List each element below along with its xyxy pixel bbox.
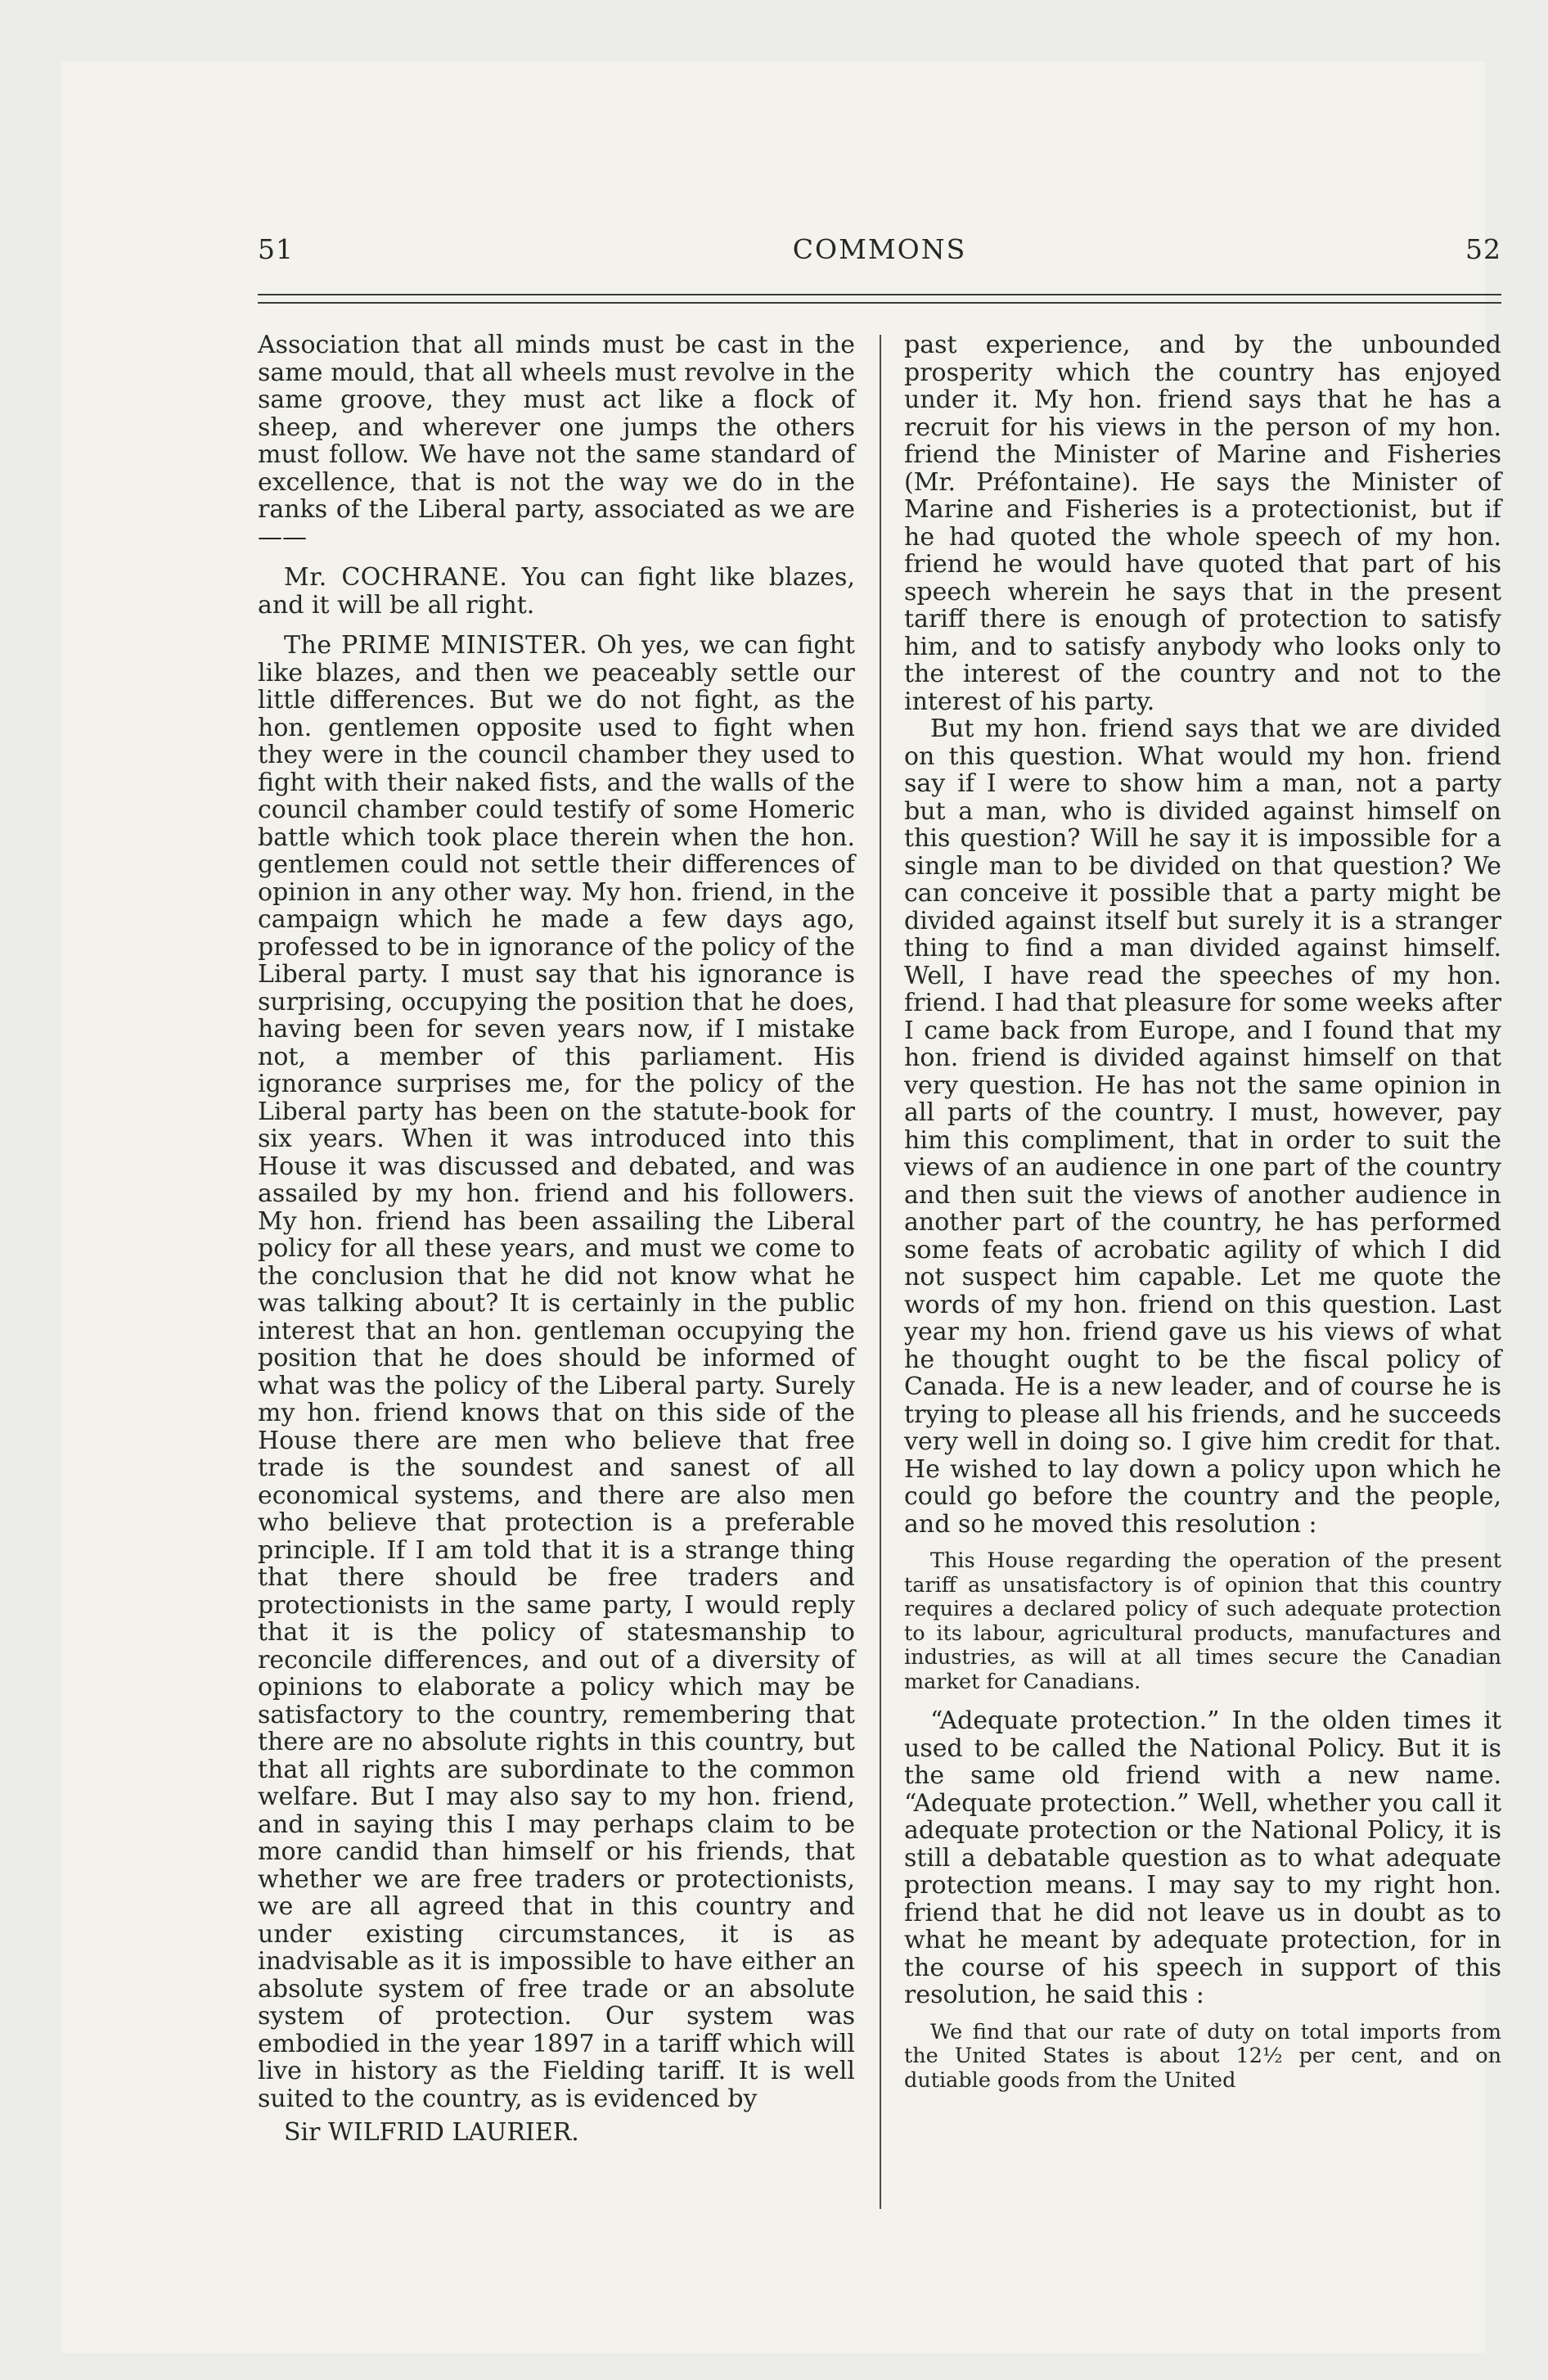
right-page-number: 52 [1465,233,1501,265]
left-page-number: 51 [258,233,294,265]
paragraph [258,632,855,2112]
paragraph: But my hon. friend says that we are divided on this question. What would my hon. friend say if I were to show him a man, not a party but a man, who is divided against himself on this question? Will he say it is impossible for a single man to be divided on that question? We can conceive it possible that a party might be divided against itself but surely it is a stranger thing to find a man divided against himself. Well, I have read the speeches of my hon. friend. I had that pleasure for some weeks after I came back from Europe, and I found that my hon. friend is divided against himself on that very question. He has not the same opinion in all parts of the country. I must, however, pay him this compliment, that in order to suit the views of an audience in one part of the country and then suit the views of another audience in another part of the country, he has performed some feats of acrobatic agility of which I did not suspect him capable. Let me quote the words of my hon. friend on this question. Last year my hon. friend gave us his views of what he thought ought to be the fiscal policy of Canada. He is a new leader, and of course he is trying to please all his friends, and he succeeds very well in doing so. I give him credit for that. He wished to lay down a policy upon which he could go before the country and the people, and so he moved this resolution : [904,714,1501,1539]
column-divider [880,335,881,2209]
header-rule-top [258,294,1501,295]
speech-text: Oh yes, we can fight like blazes, and then we peaceably settle our little differences. But we do not fight, as the hon. gentlemen opposite used to fight when they were in the council chamber they used to fight with their naked fists, and the walls of the council chamber could testify of some Homeric battle which took place therein when the hon. gentlemen could not settle their differences of opinion in any other way. My hon. friend, in the campaign which he made a few days ago, professed to be in ignorance of the policy of the Liberal party. I must say that his ignorance is surprising, occupying the position that he does, having been for seven years now, if I mistake not, a member of this parliament. His ignorance surprises me, for the policy of the Liberal party has been on the statute-book for six years. When it was introduced into this House it was discussed and debated, and was assailed by my hon. friend and his followers. My hon. friend has been assailing the Liberal policy for all these years, and must we come to the conclusion that he did not know what he was talking about? It is certainly in the public interest that an hon. gentleman occupying the position that he does should be informed of what was the policy of the Liberal party. Surely my hon. friend knows that on this side of the House there are men who believe that free trade is the soundest and sanest of all economical systems, and there are also men who believe that protection is a preferable principle. If I am told that it is a strange thing that there should be free traders and protectionists in the same party, I would reply that it is the policy of statesmanship to reconcile differences, and out of a diversity of opinions to elaborate a policy which may be satisfactory to the country, remembering that there are no absolute rights in this country, but that all rights are subordinate to the common welfare. But I may also say to my hon. friend, and in saying this I may perhaps claim to be more candid than himself or his friends, that whether we are free traders or protectionists, we are all agreed that in this country and under existing circumstances, it is as inadvisable as it is impossible to have either an absolute system of free trade or an absolute system of protection. Our system was embodied in the year 1897 in a tariff which will live in history as the Fielding tariff. It is well suited to the country, as is evidenced by [258,631,855,2113]
speaker-name: Mr. COCHRANE. [284,563,508,592]
hansard-sheet [258,233,1501,2296]
paragraph [258,564,855,619]
running-title: COMMONS [792,233,967,265]
speech-text: You can fight like blazes, and it will be all right. [258,563,855,620]
speaker-signature: Sir WILFRID LAURIER. [284,2118,579,2147]
speaker-name: The PRIME MINISTER. [284,631,588,660]
header-rule-bottom [258,302,1501,304]
right-column [904,331,1501,2093]
paragraph: Association that all minds must be cast in the same mould, that all wheels must revolve in the same groove, they must act like a flock of sheep, and wherever one jumps the others must follow. We have not the same standard of excellence, that is not the way we do in the ranks of the Liberal party, associated as we are—— [258,331,855,552]
quoted-resolution: This House regarding the operation of the present tariff as unsatisfactory is of opinion that this country requires a declared policy of such adequate protection to its labour, agricultural products, manufactures and industries, as will at all times secure the Canadian market for Canadians. [904,1548,1501,1694]
scanned-page [61,61,1501,2353]
quoted-passage: We find that our rate of duty on total imports from the United States is about 12½ per cent, and on dutiable goods from the United [904,2019,1501,2093]
paragraph: “Adequate protection.” In the olden times it used to be called the National Policy. But it is the same old friend with a new name. “Adequate protection.” Well, whether you call it adequate protection or the National Policy, it is still a debatable question as to what adequate protection means. I may say to my right hon. friend that he did not leave us in doubt as to what he meant by adequate protection, for in the course of his speech in support of this resolution, he said this : [904,1706,1501,2009]
paragraph: past experience, and by the unbounded prosperity which the country has enjoyed under it. My hon. friend says that he has a recruit for his views in the person of my hon. friend the Minister of Marine and Fisheries (Mr. Préfontaine). He says the Minister of Marine and Fisheries is a protectionist, but if he had quoted the whole speech of my hon. friend he would have quoted that part of his speech wherein he says that in the present tariff there is enough of protection to satisfy him, and to satisfy anybody who looks only to the interest of the country and not to the interest of his party. [904,331,1501,716]
left-column [258,331,855,2147]
